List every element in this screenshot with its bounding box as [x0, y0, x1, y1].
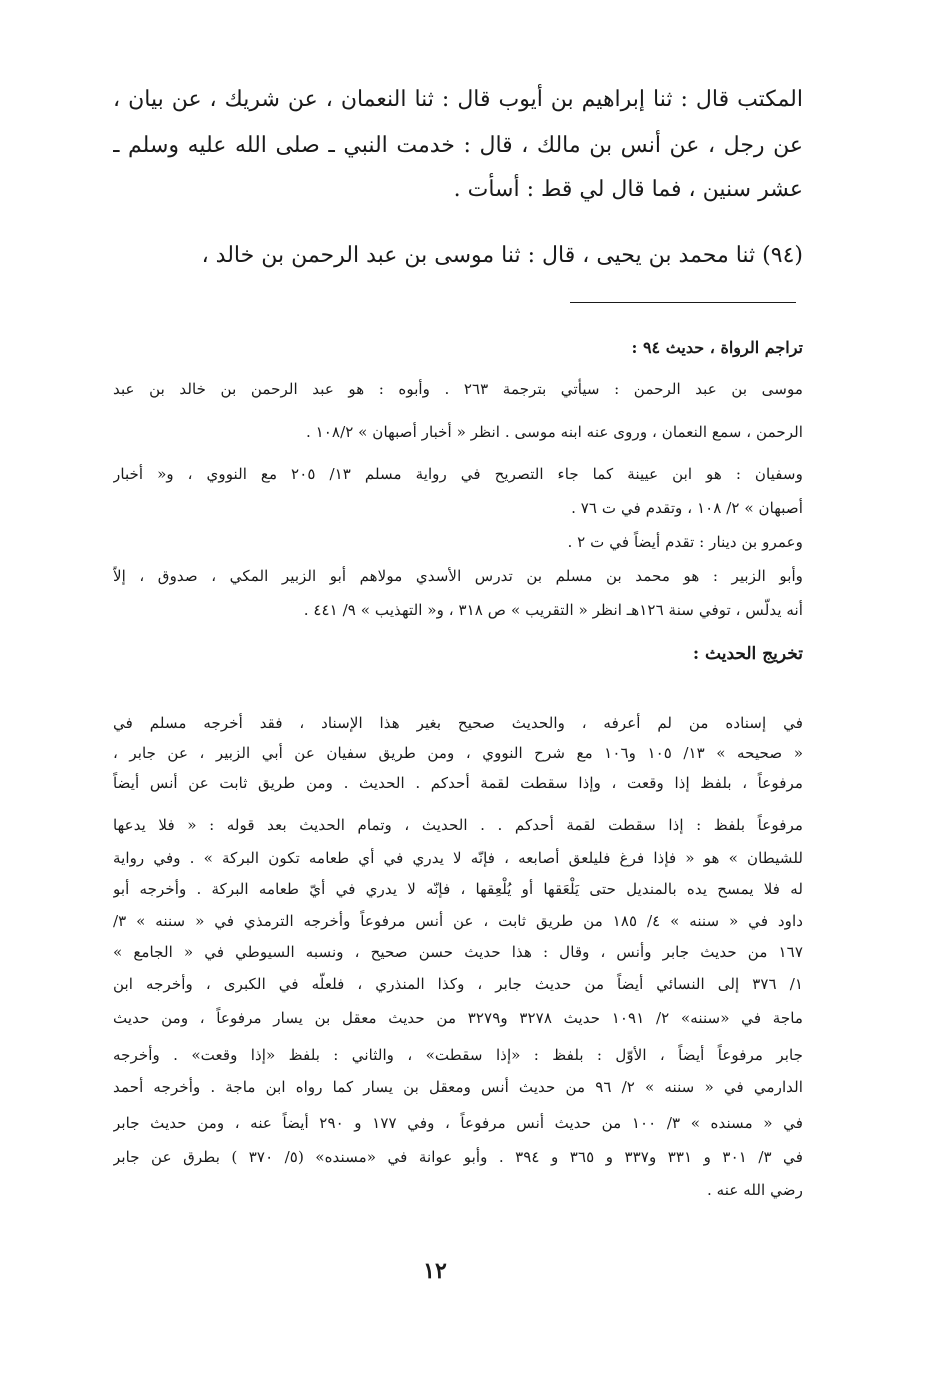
takhrij-line: ١٦٧ من حديث جابر وأنس ، وقال : هذا حديث حسن صحيح ، ونسبه السيوطي في « الجامع » [113, 943, 803, 961]
takhrij-line: « صحيحه » ١٣/ ١٠٥ و١٠٦ مع شرح النووي ، ومن طريق سفيان عن أبي الزبير ، عن جابر ، [113, 744, 803, 762]
footnote-separator [570, 302, 796, 303]
takhrij-line: الدارمي في « سننه » ٢/ ٩٦ من حديث أنس ومعقل بن يسار كما رواه ابن ماجة . وأخرجه أحمد [113, 1078, 803, 1096]
main-text-line: عشر سنين ، فما قال لي قط : أسأت . [453, 177, 803, 202]
takhrij-line: داود في « سننه » ٤/ ١٨٥ من طريق ثابت ، عن أنس مرفوعاً وأخرجه الترمذي في « سننه » ٣/ [113, 912, 803, 930]
takhrij-line: جابر مرفوعاً أيضاً ، الأوّل : بلفظ : «إذا سقطت» ، والثاني : بلفظ «إذا وقعت» . وأخرجه [113, 1046, 803, 1064]
takhrij-line: مرفوعاً ، بلفظ إذا وقعت ، وإذا سقطت لقمة أحدكم . الحديث . ومن طريق ثابت عن أنس أيضاً [113, 774, 803, 792]
takhrij-line: في « مسنده » ٣/ ١٠٠ من حديث أنس مرفوعاً ، وفي ١٧٧ و ٢٩٠ أيضاً عنه ، ومن حديث جابر [113, 1114, 803, 1132]
takhrij-line: رضي الله عنه . [706, 1181, 803, 1199]
page-number: ١٢ [423, 1258, 447, 1284]
takhrij-heading: تخريج الحديث : [692, 644, 803, 664]
takhrij-line: للشيطان » هو « فإذا فرغ فليلعق أصابعه ، فإنّه لا يدري في أي طعامه تكون البركة » . وفي رواية [113, 849, 803, 867]
narrators-heading: تراجم الرواة ، حديث ٩٤ : [631, 338, 803, 357]
hadith-94-line: (٩٤) ثنا محمد بن يحيى ، قال : ثنا موسى بن عبد الرحمن بن خالد ، [201, 243, 803, 268]
takhrij-line: ١/ ٣٧٦ إلى النسائي أيضاً من حديث جابر ، وكذا المنذري ، فلعلّه في الكبرى ، وأخرجه ابن [113, 975, 803, 993]
narrators-line: وأبو الزبير : هو محمد بن مسلم بن تدرس الأسدي مولاهم أبو الزبير المكي ، صدوق ، إلاّ [113, 567, 803, 585]
takhrij-line: مرفوعاً بلفظ : إذا سقطت لقمة أحدكم . . الحديث ، وتمام الحديث بعد قوله : « فلا يدعها [113, 816, 803, 834]
takhrij-line: في إسناده من لم أعرفه ، والحديث صحيح بغير هذا الإسناد ، فقد أخرجه مسلم في [113, 714, 803, 732]
narrators-line: أصبهان » ٢/ ١٠٨ ، وتقدم في ت ٧٦ . [571, 499, 803, 517]
takhrij-line: ماجة في «سننه» ٢/ ١٠٩١ حديث ٣٢٧٨ و٣٢٧٩ من حديث معقل بن يسار مرفوعاً ، ومن حديث [113, 1009, 803, 1027]
narrators-line: وسفيان : هو ابن عيينة كما جاء التصريح في رواية مسلم ١٣/ ٢٠٥ مع النووي ، و« أخبار [113, 465, 803, 483]
main-text-line: المكتب قال : ثنا إبراهيم بن أيوب قال : ثنا النعمان ، عن شريك ، عن بيان ، [113, 87, 803, 112]
narrators-line: وعمرو بن دينار : تقدم أيضاً في ت ٢ . [567, 533, 803, 551]
main-text-line: عن رجل ، عن أنس بن مالك ، قال : خدمت النبي ـ صلى الله عليه وسلم ـ [113, 133, 803, 158]
takhrij-line: في ٣/ ٣٠١ و ٣٣١ و٣٣٧ و ٣٦٥ و ٣٩٤ . وأبو عوانة في «مسنده» (٥/ ٣٧٠ ) بطرق عن جابر [113, 1148, 803, 1166]
narrators-line: موسى بن عبد الرحمن : سيأتي بترجمة ٢٦٣ . وأبوه : هو عبد الرحمن بن خالد بن عبد [113, 380, 803, 398]
narrators-line: أنه يدلّس ، توفي سنة ١٢٦هـ انظر « التقريب » ص ٣١٨ ، و« التهذيب » ٩/ ٤٤١ . [303, 601, 803, 619]
narrators-line: الرحمن ، سمع النعمان ، وروى عنه ابنه موسى . انظر « أخبار أصبهان » ١٠٨/٢ . [305, 423, 803, 441]
takhrij-line: له فلا يمسح يده بالمنديل حتى يَلْعَقها أو يُلْعِقها ، فإنّه لا يدري في أيّ طعامه البركة . وأخرجه أبو [113, 880, 803, 898]
